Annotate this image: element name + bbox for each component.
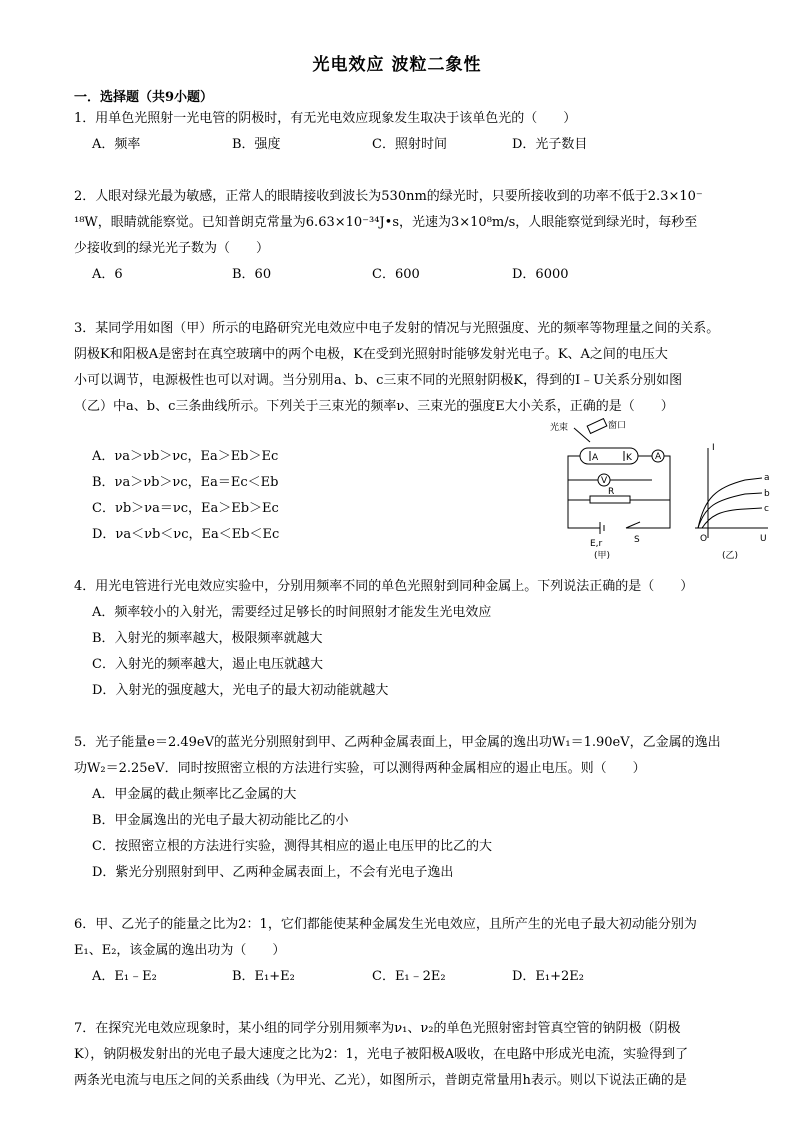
question-2-stem-line-1: 2．人眼对绿光最为敏感，正常人的眼睛接收到波长为530nm的绿光时，只要所接收到的功率不低于2.3×10⁻	[74, 189, 703, 204]
question-6-stem-line-1: 6．甲、乙光子的能量之比为2：1，它们都能使某种金属发生光电效应，且所产生的光电子最大初动能分别为	[74, 917, 697, 932]
option-c: C．600	[372, 267, 420, 282]
question-6	[74, 912, 764, 990]
question-4-stem: 4．用光电管进行光电效应实验中，分别用频率不同的单色光照射到同种金属上。下列说法正确的是（ ）	[74, 579, 694, 594]
label-light: 光束	[550, 423, 569, 433]
question-4	[74, 574, 764, 704]
label-jia: (甲)	[594, 551, 611, 561]
question-3-stem-line-1: 3．某同学用如图（甲）所示的电路研究光电效应中电子发射的情况与光照强度、光的频率等物理量之间的关系。	[74, 321, 720, 336]
question-5-stem-line-1: 5．光子能量e＝2.49eV的蓝光分别照射到甲、乙两种金属表面上，甲金属的逸出功W₁＝1.90eV，乙金属的逸出	[74, 735, 721, 750]
option-a: A．6	[92, 267, 123, 282]
option-d: D．6000	[512, 267, 569, 282]
question-3-figure	[540, 418, 770, 568]
option-d: D．紫光分别照射到甲、乙两种金属表面上，不会有光电子逸出	[92, 865, 454, 880]
label-yi: (乙)	[722, 551, 739, 561]
window-shape	[587, 419, 607, 434]
question-3-options	[74, 444, 514, 548]
option-d: D．νa＜νb＜νc，Ea＜Eb＜Ec	[92, 527, 280, 542]
question-6-stem-line-2: E₁、E₂，该金属的逸出功为（ ）	[74, 943, 286, 958]
option-b: B．强度	[232, 137, 281, 152]
curve-c	[702, 508, 762, 528]
page-title: 光电效应 波粒二象性	[312, 55, 482, 75]
curve-c-label: c	[764, 504, 769, 514]
option-c: C．νb＞νa＝νc，Ea＞Eb＞Ec	[92, 501, 279, 516]
option-b: B．E₁+E₂	[232, 969, 295, 984]
question-5-stem-line-2: 功W₂＝2.25eV．同时按照密立根的方法进行实验，可以测得两种金属相应的遏止电压。则（ ）	[74, 761, 646, 776]
question-3-stem-line-4: （乙）中a、b、c三条曲线所示。下列关于三束光的频率ν、三束光的强度E大小关系，正确的是（ ）	[74, 399, 674, 414]
option-a: A．E₁﹣E₂	[92, 969, 157, 984]
label-r: R	[608, 487, 615, 497]
option-d: D．光子数目	[512, 137, 588, 152]
question-6-options	[92, 964, 764, 990]
option-c: C．E₁﹣2E₂	[372, 969, 446, 984]
option-c: C．入射光的频率越大，遏止电压就越大	[92, 657, 323, 672]
question-2-options	[92, 262, 764, 288]
curve-a-label: a	[764, 473, 770, 483]
label-cathode: K	[626, 453, 632, 463]
section-heading: 一．选择题（共9小题）	[74, 90, 214, 105]
option-a: A．νa＞νb＞νc，Ea＞Eb＞Ec	[92, 449, 279, 464]
question-1	[74, 106, 764, 158]
question-2-stem-line-3: 少接收到的绿光光子数为（ ）	[74, 241, 270, 256]
question-3	[74, 316, 764, 420]
question-2	[74, 184, 764, 288]
option-a: A．频率较小的入射光，需要经过足够长的时间照射才能发生光电效应	[92, 605, 492, 620]
question-7-stem-line-1: 7．在探究光电效应现象时，某小组的同学分别用频率为ν₁、ν₂的单色光照射密封管真空管的钠阴极（阴极	[74, 1021, 681, 1036]
question-1-options	[92, 132, 764, 158]
rheostat-icon	[590, 496, 630, 503]
question-5	[74, 730, 764, 886]
question-7-stem-line-3: 两条光电流与电压之间的关系曲线（为甲光、乙光），如图所示，普朗克常量用h表示。则以下说法正确的是	[74, 1073, 687, 1088]
option-b: B．60	[232, 267, 272, 282]
label-s: S	[634, 535, 640, 545]
axis-label-i: I	[712, 443, 715, 453]
label-window: 窗口	[608, 421, 627, 431]
option-b: B．甲金属逸出的光电子最大初动能比乙的小	[92, 813, 349, 828]
option-c: C．按照密立根的方法进行实验，测得其相应的遏止电压甲的比乙的大	[92, 839, 492, 854]
option-b: B．νa＞νb＞νc，Ea＝Ec＜Eb	[92, 475, 279, 490]
label-ammeter: A	[655, 452, 662, 462]
option-a: A．频率	[92, 137, 141, 152]
switch-icon	[626, 522, 640, 528]
label-source: E,r	[590, 539, 603, 549]
option-d: D．E₁+2E₂	[512, 969, 584, 984]
axis-label-u: U	[760, 534, 767, 544]
question-7	[74, 1016, 764, 1094]
option-b: B．入射光的频率越大，极限频率就越大	[92, 631, 323, 646]
option-d: D．入射光的强度越大，光电子的最大初动能就越大	[92, 683, 389, 698]
question-2-stem-line-2: ¹⁸W，眼睛就能察觉。已知普朗克常量为6.63×10⁻³⁴J•s，光速为3×10⁸m/s，人眼能察觉到绿光时，每秒至	[74, 215, 698, 230]
option-a: A．甲金属的截止频率比乙金属的大	[92, 787, 297, 802]
question-1-stem: 1．用单色光照射一光电管的阴极时，有无光电效应现象发生取决于该单色光的（ ）	[74, 111, 577, 126]
light-beam-arrow	[574, 428, 590, 442]
label-voltmeter: V	[601, 476, 608, 486]
question-3-stem-line-2: 阴极K和阳极A是密封在真空玻璃中的两个电极，K在受到光照射时能够发射光电子。K、A之间的电压大	[74, 347, 668, 362]
question-3-stem-line-3: 小可以调节，电源极性也可以对调。当分别用a、b、c三束不同的光照射阴极K，得到的I﹣U关系分别如图	[74, 373, 683, 388]
question-7-stem-line-2: K），钠阴极发射出的光电子最大速度之比为2：1，光电子被阳极A吸收，在电路中形成光电流，实验得到了	[74, 1047, 689, 1062]
axis-origin: O	[700, 534, 708, 544]
curve-b-label: b	[764, 489, 770, 499]
option-c: C．照射时间	[372, 137, 447, 152]
label-anode: A	[592, 453, 599, 463]
